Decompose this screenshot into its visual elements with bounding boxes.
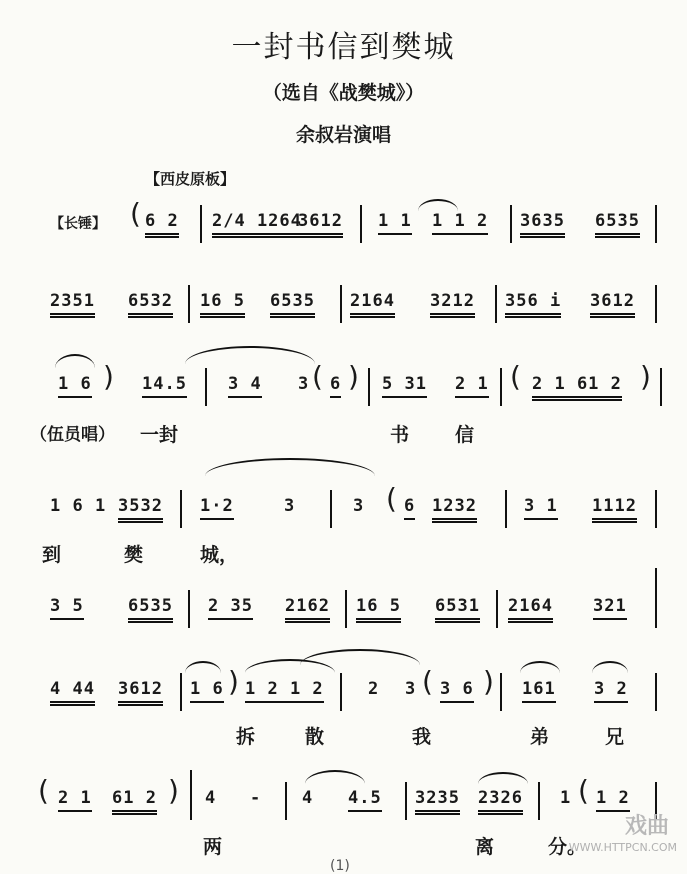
slur xyxy=(55,354,95,368)
note-group: 2 1 61 2 xyxy=(532,374,622,401)
note: 3 xyxy=(284,496,296,516)
watermark-logo: 戏曲 xyxy=(624,814,669,839)
note-group: 6 2 xyxy=(145,211,179,238)
note-group: 1 6 xyxy=(190,679,224,703)
bar-line xyxy=(180,673,182,711)
note-group: 5 31 xyxy=(382,374,427,398)
lyric-word: 书 xyxy=(390,424,410,446)
note-group: 1112 xyxy=(592,496,637,523)
bar-line xyxy=(510,205,512,243)
note-group: 2162 xyxy=(285,596,330,623)
bar-line xyxy=(655,285,657,323)
note-group: 321 xyxy=(593,596,627,620)
note-group: 3612 xyxy=(118,679,163,706)
note-group: 1 1 2 xyxy=(432,211,488,235)
note-group: 3612 xyxy=(298,211,343,238)
note-group: 2 1 xyxy=(455,374,489,398)
page-number: (1) xyxy=(330,858,350,874)
note-group: 16 5 xyxy=(200,291,245,318)
bar-line xyxy=(345,590,347,628)
slur xyxy=(592,661,628,673)
note: 3 xyxy=(405,679,417,699)
note-group: 16 5 xyxy=(356,596,401,623)
note: 2 xyxy=(368,679,380,699)
note-group: 4 44 xyxy=(50,679,95,706)
paren-open: ( xyxy=(386,482,397,515)
bar-line xyxy=(188,590,190,628)
note-group: 6535 xyxy=(595,211,640,238)
bar-line xyxy=(655,490,657,528)
paren-open: ( xyxy=(312,360,323,393)
note-group: 2/4 1264 xyxy=(212,211,302,238)
bar-line xyxy=(368,368,370,406)
lyric-word: 散 xyxy=(305,726,325,748)
note-group: 2326 xyxy=(478,788,523,815)
bar-line xyxy=(340,673,342,711)
lyric-word: 兄 xyxy=(605,726,625,748)
slur xyxy=(300,649,420,665)
bar-line xyxy=(340,285,342,323)
paren-open: ( xyxy=(510,360,521,393)
note-group: 1 6 xyxy=(58,374,92,398)
paren-open: ( xyxy=(38,774,49,807)
note-dash: - xyxy=(250,788,262,808)
performer: 余叔岩演唱 xyxy=(295,124,391,146)
paren-close: ) xyxy=(640,360,651,393)
note-group: 3 2 xyxy=(594,679,628,703)
bar-line xyxy=(655,568,657,628)
slur xyxy=(305,770,365,784)
paren-close: ) xyxy=(348,360,359,393)
note-group: 6532 xyxy=(128,291,173,318)
bar-line xyxy=(180,490,182,528)
note-group: 61 2 xyxy=(112,788,157,815)
note-group: 14.5 xyxy=(142,374,187,398)
note-group: 6535 xyxy=(270,291,315,318)
lyric-word: 我 xyxy=(412,726,432,748)
note: 4 xyxy=(302,788,314,808)
bar-line xyxy=(655,205,657,243)
bar-line xyxy=(660,368,662,406)
bar-line xyxy=(330,490,332,528)
note-group: 2351 xyxy=(50,291,95,318)
note-group: 4.5 xyxy=(348,788,382,812)
note-group: 3 6 xyxy=(440,679,474,703)
lyric-word: 两 xyxy=(203,836,223,858)
lyric-word: 分。 xyxy=(548,836,587,858)
bar-line xyxy=(495,285,497,323)
note: 3 xyxy=(298,374,310,394)
lyric-word: 离 xyxy=(475,836,495,858)
bar-line xyxy=(200,205,202,243)
bar-line xyxy=(500,368,502,406)
lyric-word: 到 xyxy=(42,544,62,566)
lyric-word: 樊 xyxy=(124,544,144,566)
note-group: 3 4 xyxy=(228,374,262,398)
bar-line xyxy=(496,590,498,628)
slur xyxy=(205,458,375,476)
slur xyxy=(418,199,458,211)
note: 4 xyxy=(205,788,217,808)
slur xyxy=(185,661,221,673)
paren-close: ) xyxy=(103,360,114,393)
bar-line xyxy=(500,673,502,711)
instrument-prefix: 【长锤】 xyxy=(50,216,106,232)
note-group: 6531 xyxy=(435,596,480,623)
paren-open: ( xyxy=(578,774,589,807)
bar-line xyxy=(188,285,190,323)
bar-line xyxy=(655,673,657,711)
note: 3 xyxy=(353,496,365,516)
note-group: 3612 xyxy=(590,291,635,318)
note-group: 6535 xyxy=(128,596,173,623)
bar-line xyxy=(285,782,287,820)
note-group: 161 xyxy=(522,679,556,703)
note-group: 1·2 xyxy=(200,496,234,520)
note-group: 2 1 xyxy=(58,788,92,812)
song-title: 一封书信到樊城 xyxy=(231,30,456,65)
paren-open: ( xyxy=(422,665,433,698)
bar-line xyxy=(405,782,407,820)
bar-line xyxy=(190,770,192,820)
note-group: 1 2 1 2 xyxy=(245,679,324,703)
paren-close: ) xyxy=(168,774,179,807)
note-group: 1 6 1 xyxy=(50,496,107,516)
singer-prefix: （伍员唱） xyxy=(30,425,115,445)
note-group: 1 2 xyxy=(596,788,630,812)
slur xyxy=(478,772,528,784)
lyric-word: 拆 xyxy=(236,726,256,748)
note-group: 1232 xyxy=(432,496,477,523)
lyric-word: 信 xyxy=(455,424,475,446)
bar-line xyxy=(505,490,507,528)
slur xyxy=(185,346,315,364)
note-group: 2164 xyxy=(508,596,553,623)
lyric-word: 城， xyxy=(200,544,239,566)
watermark-url: WWW.HTTPCN.COM xyxy=(568,841,677,854)
note: 1 xyxy=(560,788,572,808)
note-group: 2 35 xyxy=(208,596,253,620)
bar-line xyxy=(538,782,540,820)
note: 6 xyxy=(330,374,341,398)
note-group: 3635 xyxy=(520,211,565,238)
lyric-word: 一封 xyxy=(140,424,179,446)
note-group: 3 1 xyxy=(524,496,558,520)
note-group: 3 5 xyxy=(50,596,84,620)
note: 6 xyxy=(404,496,415,520)
note-group: 1 1 xyxy=(378,211,412,235)
lyric-word: 弟 xyxy=(530,726,550,748)
bar-line xyxy=(360,205,362,243)
note-group: 3212 xyxy=(430,291,475,318)
paren-close: ) xyxy=(483,665,494,698)
paren-open: ( xyxy=(130,197,141,230)
note-group: 3235 xyxy=(415,788,460,815)
slur xyxy=(520,661,560,673)
note-group: 356 i xyxy=(505,291,561,318)
song-source: （选自《战樊城》） xyxy=(262,82,425,104)
bar-line xyxy=(205,368,207,406)
note-group: 3532 xyxy=(118,496,163,523)
paren-close: ) xyxy=(228,665,239,698)
tempo-mode: 【西皮原板】 xyxy=(145,170,236,188)
note-group: 2164 xyxy=(350,291,395,318)
